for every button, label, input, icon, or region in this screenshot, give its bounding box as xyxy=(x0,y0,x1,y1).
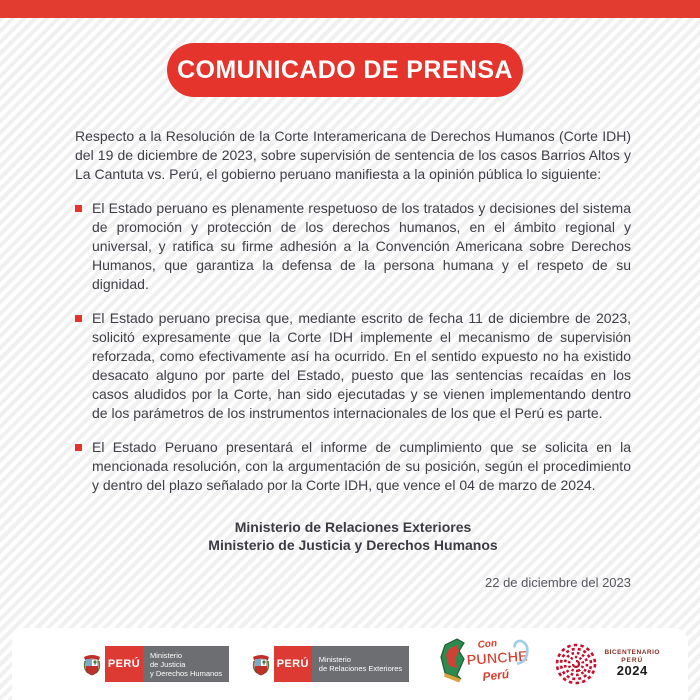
press-release-banner xyxy=(167,43,523,97)
bicentenario-year: 2024 xyxy=(616,663,648,678)
bullet-item-3 xyxy=(75,438,631,495)
ministry-line: de Justicia xyxy=(150,659,186,669)
bullet-item-2 xyxy=(75,309,631,423)
top-red-bar xyxy=(0,0,700,18)
logo-bicentenario xyxy=(554,642,659,686)
peru-coat-of-arms-icon xyxy=(251,651,271,677)
ministry-line: Ministerio xyxy=(150,650,183,660)
peru-wordmark: PERÚ xyxy=(105,646,143,682)
red-square-bullet-icon xyxy=(75,315,82,322)
signature-line-mre: Ministerio de Relaciones Exteriores xyxy=(234,519,472,535)
peru-wordmark: PERÚ xyxy=(274,646,312,682)
peru-coat-of-arms-icon xyxy=(82,651,102,677)
bullet-text: El Estado peruano precisa que, mediante escrito de fecha 11 de diciembre de 2023, solicitó expresamente que la Corte IDH implemente el mecanismo de supervisión reforzada, como efectivamente así ha ocurrido. En el sentido expuesto no ha existido desacato alguno por parte del Estado, puesto que las sentencias recaídas en los casos aludidos por la Corte, han sido ejecutadas y se vienen implementando dentro de los parámetros de los instrumentos internacionales de los que el Perú es parte. xyxy=(92,310,631,421)
red-square-bullet-icon xyxy=(75,205,82,212)
date-line: 22 de diciembre del 2023 xyxy=(485,575,631,590)
ministry-line: y Derechos Humanos xyxy=(150,668,223,678)
ministry-name-box xyxy=(312,646,409,682)
punche-word-con: Con xyxy=(476,638,498,651)
bullet-text: El Estado peruano es plenamente respetuoso de los tratados y decisiones del sistema de promoción y protección de los derechos humanos, en el ámbito regional y universal, y ratifica su firme adhesión a la Convención Americana sobre Derechos Humanos, que garantiza la defensa de la persona humana y el respeto de su dignidad. xyxy=(92,200,631,292)
logo-ministerio-justicia xyxy=(82,646,229,682)
signature-line-minjus: Ministerio de Justicia y Derechos Humanos xyxy=(208,537,498,553)
signature-block xyxy=(75,518,631,554)
logo-ministerio-relaciones-exteriores xyxy=(251,646,409,682)
ministry-line: Ministerio xyxy=(318,655,351,664)
bicentenario-line: PERÚ xyxy=(621,656,644,664)
bicentenario-spiral-icon xyxy=(554,642,598,686)
bicentenario-text xyxy=(604,649,659,679)
bullet-text: El Estado Peruano presentará el informe de cumplimiento que se solicita en la mencionada resolución, con la argumentación de su posición, según el procedimiento y dentro del plazo señalado por la Corte IDH, que vence el 04 de marzo de 2024. xyxy=(92,439,631,493)
con-punche-peru-logo xyxy=(431,635,533,693)
punche-word-peru: Perú xyxy=(481,666,510,684)
punche-word-punche: PUNCHE xyxy=(465,648,529,669)
intro-paragraph: Respecto a la Resolución de la Corte Interamericana de Derechos Humanos (Corte IDH) del 19 de diciembre de 2023, sobre supervisión de sentencia de los casos Barrios Altos y La Cantuta vs. Perú, el gobierno peruano manifiesta a la opinión pública lo siguiente: xyxy=(75,128,631,182)
ministry-name-box xyxy=(143,646,229,682)
footer-logo-bar xyxy=(12,628,688,700)
ministry-line: de Relaciones Exteriores xyxy=(318,664,403,673)
bullet-item-1 xyxy=(75,199,631,294)
bicentenario-line: BICENTENARIO xyxy=(604,649,660,657)
red-square-bullet-icon xyxy=(75,444,82,451)
page-title: COMUNICADO DE PRENSA xyxy=(177,55,513,84)
press-release-body xyxy=(75,127,631,592)
